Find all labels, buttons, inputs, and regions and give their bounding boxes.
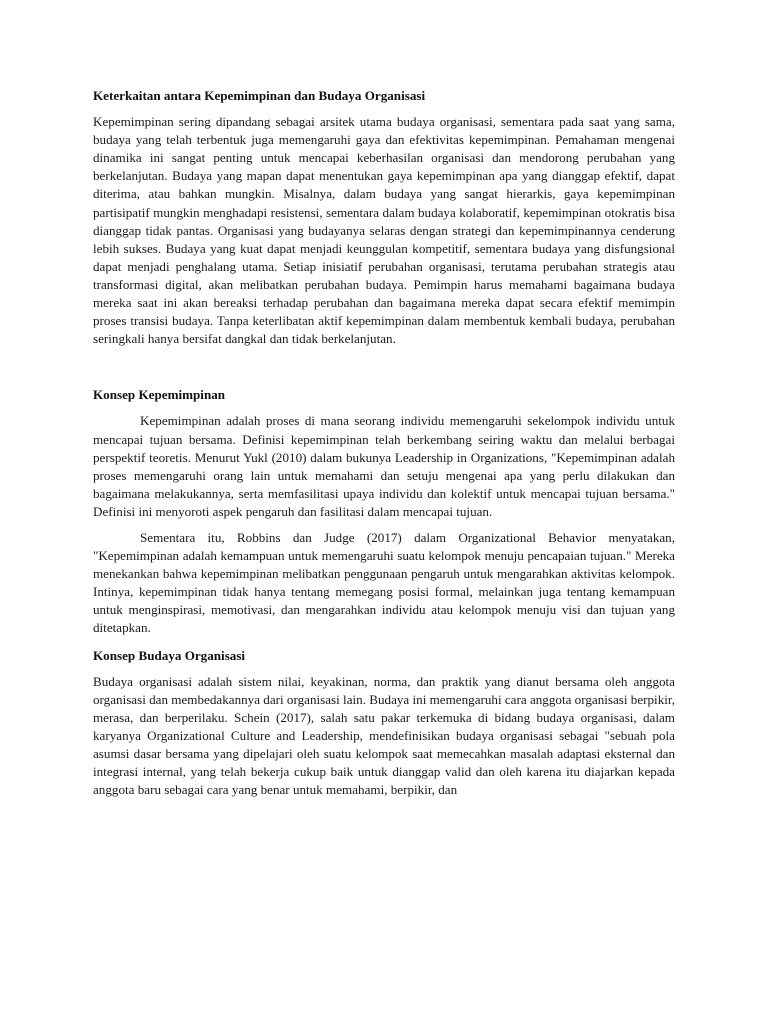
paragraph-keterkaitan: Kepemimpinan sering dipandang sebagai arsitek utama budaya organisasi, sementara pada saat yang sama, budaya yang telah terbentuk juga memengaruhi gaya dan efektivitas kepemimpinan. Pemahaman mengenai dinamika ini sangat penting untuk mencapai keberhasilan organisasi dan mendorong perubahan yang berkelanjutan. Budaya yang mapan dapat menentukan gaya kepemimpinan apa yang dianggap efektif, dapat diterima, atau bahkan mungkin. Misalnya, dalam budaya yang sangat hierarkis, gaya kepemimpinan partisipatif mungkin menghadapi resistensi, sementara dalam budaya kolaboratif, kepemimpinan otokratis bisa dianggap tidak pantas. Organisasi yang budayanya selaras dengan strategi dan kepemimpinannya cenderung lebih sukses. Budaya yang kuat dapat menjadi keunggulan kompetitif, sementara budaya yang disfungsional dapat menjadi penghalang utama. Setiap inisiatif perubahan organisasi, terutama perubahan strategis atau transformasi digital, akan melibatkan perubahan budaya. Pemimpin harus memahami bagaimana budaya mereka saat ini akan bereaksi terhadap perubahan dan bagaimana mereka dapat secara efektif memimpin proses transisi budaya. Tanpa keterlibatan aktif kepemimpinan dalam membentuk kembali budaya, perubahan seringkali hanya bersifat dangkal dan tidak berkelanjutan. [93,114,675,347]
section-heading-keterkaitan: Keterkaitan antara Kepemimpinan dan Budaya Organisasi [93,88,426,103]
document-body [93,87,675,799]
section-heading-konsep-kepemimpinan: Konsep Kepemimpinan [93,387,226,403]
paragraph-konsep-budaya-organisasi: Budaya organisasi adalah sistem nilai, keyakinan, norma, dan praktik yang dianut bersama oleh anggota organisasi dan membedakannya dari organisasi lain. Budaya ini memengaruhi cara anggota organisasi berpikir, merasa, dan berperilaku. Schein (2017), salah satu pakar terkemuka di bidang budaya organisasi, dalam karyanya Organizational Culture and Leadership, mendefinisikan budaya organisasi sebagai "sebuah pola asumsi dasar bersama yang dipelajari oleh suatu kelompok saat memecahkan masalah adaptasi eksternal dan integrasi internal, yang telah bekerja cukup baik untuk dianggap valid dan oleh karena itu diajarkan kepada anggota baru sebagai cara yang benar untuk memahami, berpikir, dan [93,673,675,798]
section-heading-konsep-budaya-organisasi: Konsep Budaya Organisasi [93,647,246,663]
paragraph-konsep-kepemimpinan-2: Sementara itu, Robbins dan Judge (2017) dalam Organizational Behavior menyatakan, "Kepemimpinan adalah kemampuan untuk memengaruhi suatu kelompok menuju pencapaian tujuan." Mereka menekankan bahwa kepemimpinan melibatkan penggunaan pengaruh untuk mengarahkan aktivitas kelompok. Intinya, kepemimpinan tidak hanya tentang memegang posisi formal, melainkan juga tentang kemampuan untuk menginspirasi, memotivasi, dan mengarahkan individu atau kelompok menuju visi dan tujuan yang ditetapkan. [93,529,675,636]
paragraph-konsep-kepemimpinan-1: Kepemimpinan adalah proses di mana seorang individu memengaruhi sekelompok individu untuk mencapai tujuan bersama. Definisi kepemimpinan telah berkembang seiring waktu dan melalui berbagai perspektif teoretis. Menurut Yukl (2010) dalam bukunya Leadership in Organizations, "Kepemimpinan adalah proses memengaruhi orang lain untuk memahami dan setuju mengenai apa yang perlu dilakukan dan bagaimana melakukannya, serta memfasilitasi upaya individu dan kolektif untuk mencapai tujuan bersama." Definisi ini menyoroti aspek pengaruh dan fasilitasi dalam mencapai tujuan. [93,413,675,519]
